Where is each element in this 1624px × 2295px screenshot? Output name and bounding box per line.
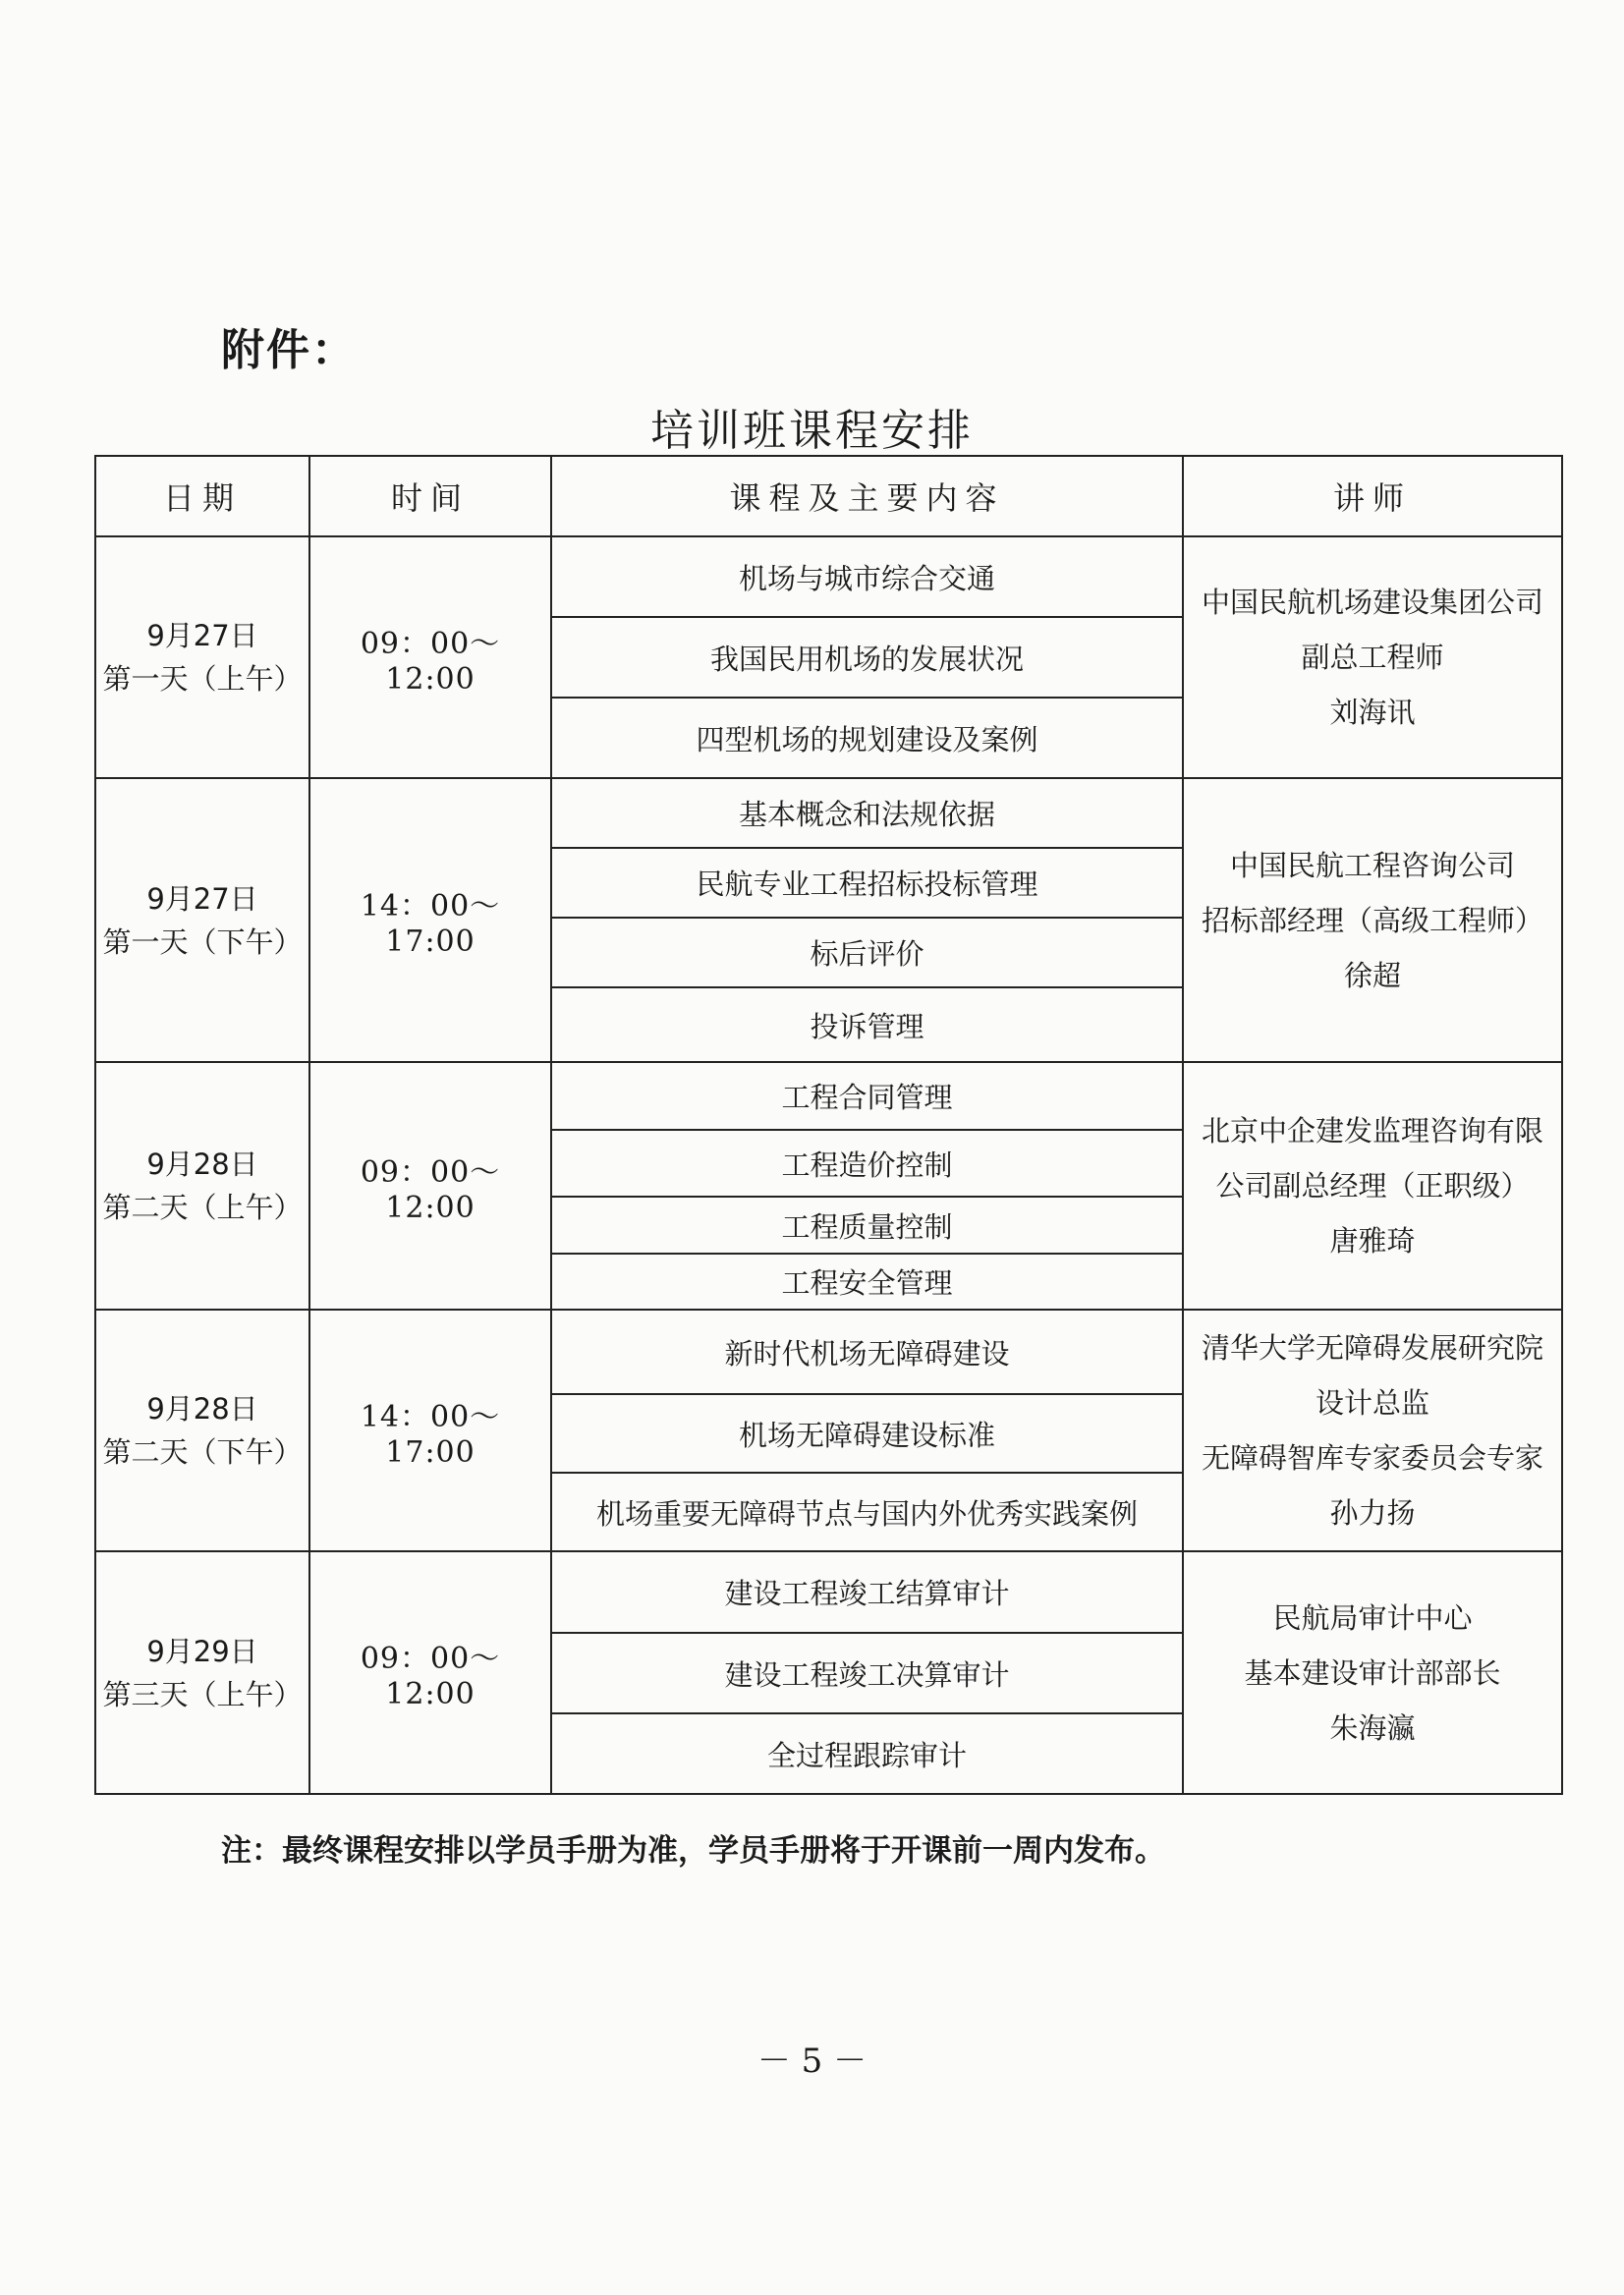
course-item: 工程造价控制 (551, 1130, 1183, 1197)
lecturer-title: 公司副总经理（正职级） (1215, 1169, 1530, 1203)
table-row (95, 1310, 1562, 1394)
page-title: 培训班课程安排 (650, 406, 974, 456)
lecturer-org: 民航局审计中心 (1272, 1600, 1473, 1635)
session-date: 9月29日 (146, 1634, 258, 1668)
session-date-cell (95, 1551, 309, 1794)
course-item: 我国民用机场的发展状况 (551, 617, 1183, 698)
course-item: 机场重要无障碍节点与国内外优秀实践案例 (551, 1473, 1183, 1551)
lecturer-name: 朱海瀛 (1329, 1710, 1416, 1745)
course-item: 基本概念和法规依据 (551, 778, 1183, 848)
session-date: 9月27日 (146, 619, 258, 652)
session-date: 9月27日 (146, 881, 258, 916)
header-course: 课程及主要内容 (551, 456, 1183, 536)
table-row (95, 1551, 1562, 1633)
header-time: 时间 (309, 456, 551, 536)
session-time: 09：00～12:00 (309, 1062, 551, 1310)
course-item: 工程安全管理 (551, 1254, 1183, 1310)
session-date: 9月28日 (146, 1148, 258, 1181)
table-row (95, 1062, 1562, 1130)
lecturer-title: 招标部经理（高级工程师） (1201, 903, 1543, 937)
session-date-cell (95, 1310, 309, 1551)
lecturer-role: 无障碍智库专家委员会专家 (1201, 1441, 1543, 1475)
header-date: 日期 (95, 456, 309, 536)
lecturer-name: 徐超 (1343, 958, 1401, 992)
lecturer-cell (1183, 778, 1562, 1062)
lecturer-name: 刘海讯 (1329, 696, 1416, 729)
course-item: 民航专业工程招标投标管理 (551, 848, 1183, 918)
session-date-cell (95, 536, 309, 778)
lecturer-org: 中国民航机场建设集团公司 (1201, 586, 1543, 619)
lecturer-org: 北京中企建发监理咨询有限 (1201, 1114, 1543, 1148)
attachment-label: 附件： (221, 325, 357, 375)
footnote: 注：最终课程安排以学员手册为准，学员手册将于开课前一周内发布。 (221, 1833, 1165, 1869)
course-item: 机场无障碍建设标准 (551, 1394, 1183, 1473)
session-time: 14：00～17:00 (309, 1310, 551, 1551)
lecturer-title: 基本建设审计部部长 (1244, 1655, 1501, 1690)
course-item: 四型机场的规划建设及案例 (551, 698, 1183, 778)
session-time: 14：00～17:00 (309, 778, 551, 1062)
page-number: － 5 － (756, 2042, 868, 2081)
session-date-cell (95, 1062, 309, 1310)
course-item: 全过程跟踪审计 (551, 1713, 1183, 1794)
session-day: 第三天（上午） (102, 1677, 303, 1711)
session-day: 第二天（上午） (102, 1191, 303, 1224)
lecturer-org: 清华大学无障碍发展研究院 (1201, 1331, 1543, 1365)
session-time: 09：00～12:00 (309, 1551, 551, 1794)
lecturer-cell (1183, 1551, 1562, 1794)
table-row (95, 778, 1562, 848)
course-item: 标后评价 (551, 918, 1183, 987)
course-item: 建设工程竣工决算审计 (551, 1633, 1183, 1713)
lecturer-cell (1183, 1310, 1562, 1551)
course-item: 机场与城市综合交通 (551, 536, 1183, 617)
session-time: 09：00～12:00 (309, 536, 551, 778)
session-day: 第一天（下午） (102, 924, 303, 959)
lecturer-title: 副总工程师 (1301, 641, 1444, 674)
lecturer-cell (1183, 1062, 1562, 1310)
table-row (95, 536, 1562, 617)
course-item: 建设工程竣工结算审计 (551, 1551, 1183, 1633)
lecturer-cell (1183, 536, 1562, 778)
lecturer-name: 孙力扬 (1329, 1496, 1416, 1530)
lecturer-org: 中国民航工程咨询公司 (1229, 848, 1515, 882)
course-item: 工程质量控制 (551, 1197, 1183, 1254)
session-day: 第二天（下午） (102, 1435, 303, 1469)
course-item: 新时代机场无障碍建设 (551, 1310, 1183, 1394)
course-item: 投诉管理 (551, 987, 1183, 1062)
session-date-cell (95, 778, 309, 1062)
table-header-row (95, 456, 1562, 536)
session-date: 9月28日 (146, 1392, 258, 1426)
session-day: 第一天（上午） (102, 662, 303, 696)
schedule-table (94, 455, 1563, 1795)
lecturer-name: 唐雅琦 (1329, 1224, 1416, 1258)
header-lecturer: 讲师 (1183, 456, 1562, 536)
lecturer-title: 设计总监 (1315, 1386, 1429, 1420)
course-item: 工程合同管理 (551, 1062, 1183, 1130)
